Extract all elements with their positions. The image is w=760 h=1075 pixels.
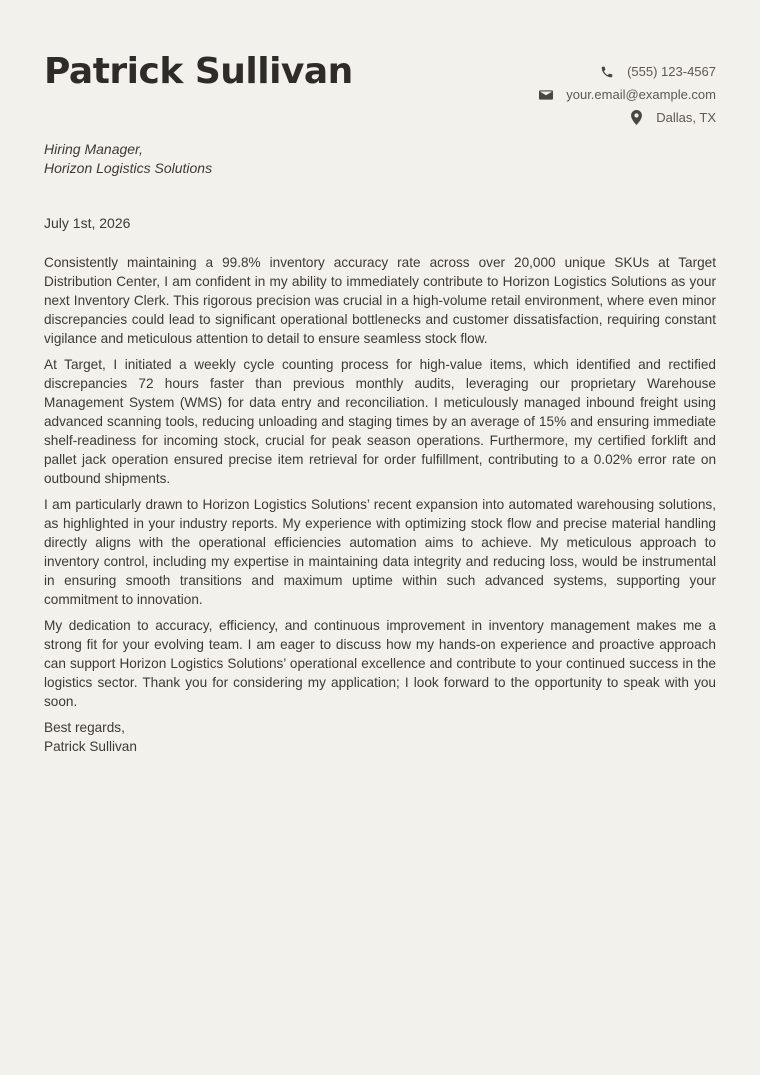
location-text: Dallas, TX <box>656 110 716 125</box>
recipient-block <box>44 140 716 178</box>
sender-name: Patrick Sullivan <box>44 51 353 92</box>
envelope-icon <box>538 87 554 103</box>
body-paragraph: At Target, I initiated a weekly cycle counting process for high-value items, which identified and rectified discrepancies 72 hours faster than previous monthly audits, leveraging our proprietary Warehouse Management System (WMS) for data entry and reconciliation. I meticulously managed inbound freight using advanced scanning tools, reducing unloading and staging times by an average of 15% and ensuring immediate shelf-readiness for incoming stock, crucial for peak season operations. Furthermore, my certified forklift and pallet jack operation ensured precise item retrieval for order fulfillment, contributing to a 0.02% error rate on outbound shipments. <box>44 357 716 486</box>
body-paragraph: My dedication to accuracy, efficiency, and continuous improvement in inventory management makes me a strong fit for your evolving team. I am eager to discuss how my hands-on experience and proactive approach can support Horizon Logistics Solutions’ operational excellence and contribute to your continued success in the logistics sector. Thank you for considering my application; I look forward to the opportunity to speak with you soon. <box>44 618 716 709</box>
letter-date: July 1st, 2026 <box>44 215 131 231</box>
map-pin-icon <box>628 110 644 126</box>
letter-body <box>44 253 716 711</box>
phone-number[interactable]: (555) 123-4567 <box>627 64 716 79</box>
contact-phone <box>538 60 716 83</box>
closing-signature: Patrick Sullivan <box>44 739 137 754</box>
contact-info <box>538 60 716 129</box>
contact-location <box>538 106 716 129</box>
contact-email <box>538 83 716 106</box>
body-paragraph: Consistently maintaining a 99.8% inventory accuracy rate across over 20,000 unique SKUs at Target Distribution Center, I am confident in my ability to immediately contribute to Horizon Logistics Solutions as your next Inventory Clerk. This rigorous precision was crucial in a high-volume retail environment, where even minor discrepancies could lead to significant operational bottlenecks and customer dissatisfaction, requiring constant vigilance and meticulous attention to detail to ensure seamless stock flow. <box>44 255 716 346</box>
body-paragraph: I am particularly drawn to Horizon Logistics Solutions’ recent expansion into automated warehousing solutions, as highlighted in your industry reports. My experience with optimizing stock flow and precise material handling directly aligns with the operational efficiencies automation aims to achieve. My meticulous approach to inventory control, including my expertise in maintaining data integrity and reducing loss, would be instrumental in ensuring smooth transitions and maximum uptime within such advanced systems, supporting your commitment to innovation. <box>44 497 716 607</box>
letter-header <box>44 0 716 140</box>
recipient-title: Hiring Manager, <box>44 141 143 157</box>
recipient-company: Horizon Logistics Solutions <box>44 160 213 176</box>
closing-salutation: Best regards, <box>44 720 125 735</box>
phone-icon <box>599 64 615 80</box>
email-address[interactable]: your.email@example.com <box>566 87 716 102</box>
letter-closing <box>44 718 716 756</box>
